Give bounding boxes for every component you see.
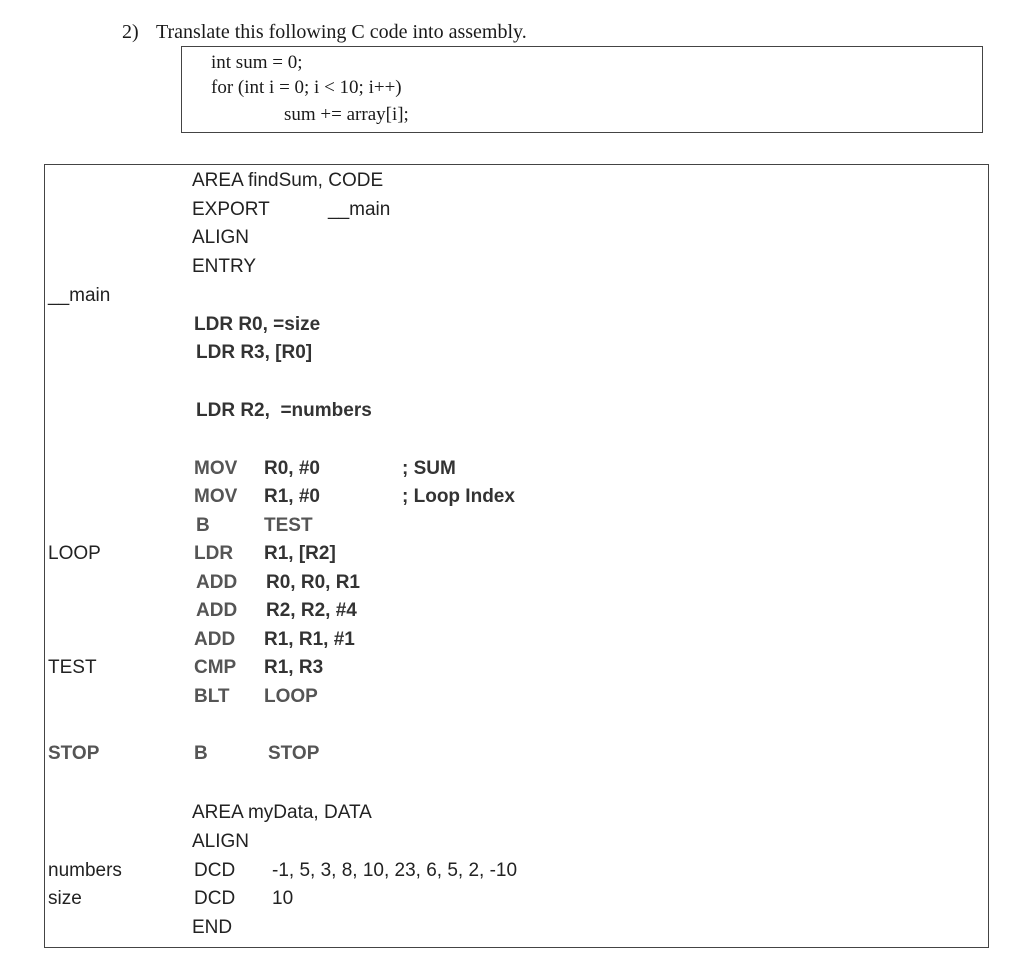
asm-op-b: B [194, 743, 208, 764]
asm-args-mov: R1, #0 [264, 486, 320, 507]
asm-instr-ldr-size: LDR R0, =size [194, 314, 321, 335]
asm-args-mov: R0, #0 [264, 458, 320, 479]
asm-data-values: -1, 5, 3, 8, 10, 23, 6, 5, 2, -10 [272, 860, 518, 881]
c-code-box [181, 46, 983, 133]
asm-op-add: ADD [194, 629, 236, 650]
asm-target-stop: STOP [268, 743, 320, 764]
asm-op-cmp: CMP [194, 657, 237, 678]
question-number: 2) [122, 21, 139, 43]
asm-op-b: B [196, 515, 210, 536]
asm-directive-end: END [192, 917, 233, 938]
asm-op-blt: BLT [194, 686, 230, 707]
asm-op-mov: MOV [194, 486, 238, 507]
asm-op-dcd: DCD [194, 888, 236, 909]
asm-label-size: size [48, 888, 82, 909]
asm-label-loop: LOOP [48, 543, 101, 564]
asm-comment-sum: ; SUM [402, 458, 456, 479]
asm-directive-area-data: AREA myData, DATA [192, 802, 372, 823]
asm-directive-area-code: AREA findSum, CODE [192, 170, 384, 191]
c-code-line: sum += array[i]; [284, 104, 409, 125]
asm-op-dcd: DCD [194, 860, 236, 881]
asm-directive-align: ALIGN [192, 831, 250, 852]
asm-instr-ldr-numbers: LDR R2, =numbers [196, 400, 372, 421]
asm-label-main: __main [48, 285, 111, 306]
asm-label-numbers: numbers [48, 860, 122, 881]
asm-op-mov: MOV [194, 458, 238, 479]
c-code-line: for (int i = 0; i < 10; i++) [211, 77, 402, 98]
asm-args-add: R1, R1, #1 [264, 629, 355, 650]
asm-args-add: R2, R2, #4 [266, 600, 357, 621]
asm-op-ldr: LDR [194, 543, 234, 564]
asm-target-loop: LOOP [264, 686, 318, 707]
asm-target-test: TEST [264, 515, 313, 536]
asm-label-test: TEST [48, 657, 97, 678]
asm-label-stop: STOP [48, 743, 100, 764]
asm-instr-ldr-r3: LDR R3, [R0] [196, 342, 313, 363]
asm-comment-loop-index: ; Loop Index [402, 486, 515, 507]
asm-data-size-value: 10 [272, 888, 294, 909]
c-code-line: int sum = 0; [211, 52, 303, 73]
asm-directive-export: EXPORT [192, 199, 270, 220]
asm-op-add: ADD [196, 572, 238, 593]
assembly-listing [44, 164, 989, 948]
asm-args-cmp: R1, R3 [264, 657, 324, 678]
question-text: Translate this following C code into assembly. [156, 21, 527, 43]
asm-directive-entry: ENTRY [192, 256, 257, 277]
asm-args-ldr: R1, [R2] [264, 543, 336, 564]
asm-export-symbol: __main [328, 199, 391, 220]
question-heading [122, 20, 527, 44]
asm-args-add: R0, R0, R1 [266, 572, 360, 593]
asm-directive-align: ALIGN [192, 227, 250, 248]
asm-op-add: ADD [196, 600, 238, 621]
